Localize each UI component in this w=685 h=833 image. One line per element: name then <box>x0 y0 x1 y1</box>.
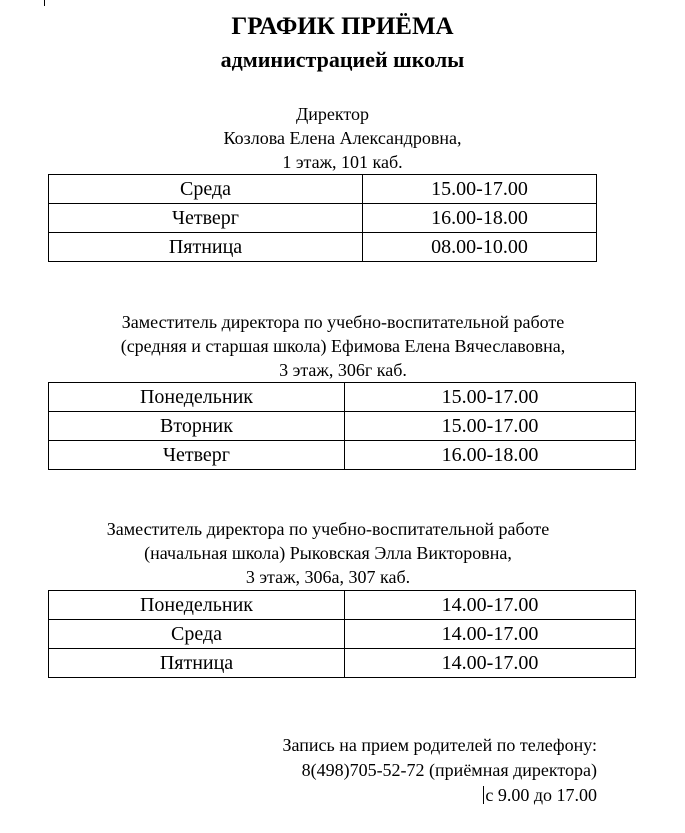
time-cell: 16.00-18.00 <box>363 204 597 233</box>
appointment-note: Запись на прием родителей по телефону: <box>282 735 597 755</box>
deputy-secondary-info <box>8 310 678 382</box>
day-cell: Понедельник <box>49 591 345 620</box>
time-cell: 14.00-17.00 <box>345 591 636 620</box>
table-row <box>49 412 636 441</box>
page-title: ГРАФИК ПРИЁМА <box>231 13 454 40</box>
time-cell: 14.00-17.00 <box>345 620 636 649</box>
deputy-primary-room: 3 этаж, 306а, 307 каб. <box>245 567 411 587</box>
day-cell: Пятница <box>49 233 363 262</box>
day-cell: Четверг <box>49 204 363 233</box>
table-row <box>49 175 597 204</box>
deputy-secondary-name: (средняя и старшая школа) Ефимова Елена Вячеславовна, <box>120 336 566 356</box>
time-cell: 15.00-17.00 <box>345 383 636 412</box>
phone-number: 8(498)705-52-72 (приёмная директора) <box>301 760 597 780</box>
director-info <box>0 102 685 174</box>
day-cell: Среда <box>49 620 345 649</box>
contact-hours: с 9.00 до 17.00 <box>485 785 597 805</box>
time-cell: 15.00-17.00 <box>345 412 636 441</box>
time-cell: 16.00-18.00 <box>345 441 636 470</box>
deputy-primary-schedule-table <box>48 590 636 678</box>
deputy-secondary-room: 3 этаж, 306г каб. <box>279 360 407 380</box>
table-row <box>49 441 636 470</box>
contact-hours-line <box>283 783 597 808</box>
day-cell: Среда <box>49 175 363 204</box>
time-cell: 14.00-17.00 <box>345 649 636 678</box>
deputy-primary-info <box>0 517 656 589</box>
appointment-contact <box>283 733 597 808</box>
table-row <box>49 591 636 620</box>
page-corner-mark <box>44 0 45 6</box>
day-cell: Понедельник <box>49 383 345 412</box>
time-cell: 08.00-10.00 <box>363 233 597 262</box>
director-room: 1 этаж, 101 каб. <box>282 152 403 172</box>
deputy-primary-position: Заместитель директора по учебно-воспитательной работе <box>106 519 550 539</box>
director-position: Директор <box>295 104 370 124</box>
deputy-secondary-position: Заместитель директора по учебно-воспитательной работе <box>121 312 565 332</box>
day-cell: Пятница <box>49 649 345 678</box>
page-subtitle: администрацией школы <box>220 47 465 72</box>
time-cell: 15.00-17.00 <box>363 175 597 204</box>
day-cell: Четверг <box>49 441 345 470</box>
director-name: Козлова Елена Александровна, <box>223 128 462 148</box>
deputy-primary-name: (начальная школа) Рыковская Элла Викторовна, <box>144 543 512 563</box>
table-row <box>49 233 597 262</box>
director-schedule-table <box>48 174 597 262</box>
table-row <box>49 204 597 233</box>
table-row <box>49 383 636 412</box>
day-cell: Вторник <box>49 412 345 441</box>
table-row <box>49 620 636 649</box>
table-row <box>49 649 636 678</box>
deputy-secondary-schedule-table <box>48 382 636 470</box>
